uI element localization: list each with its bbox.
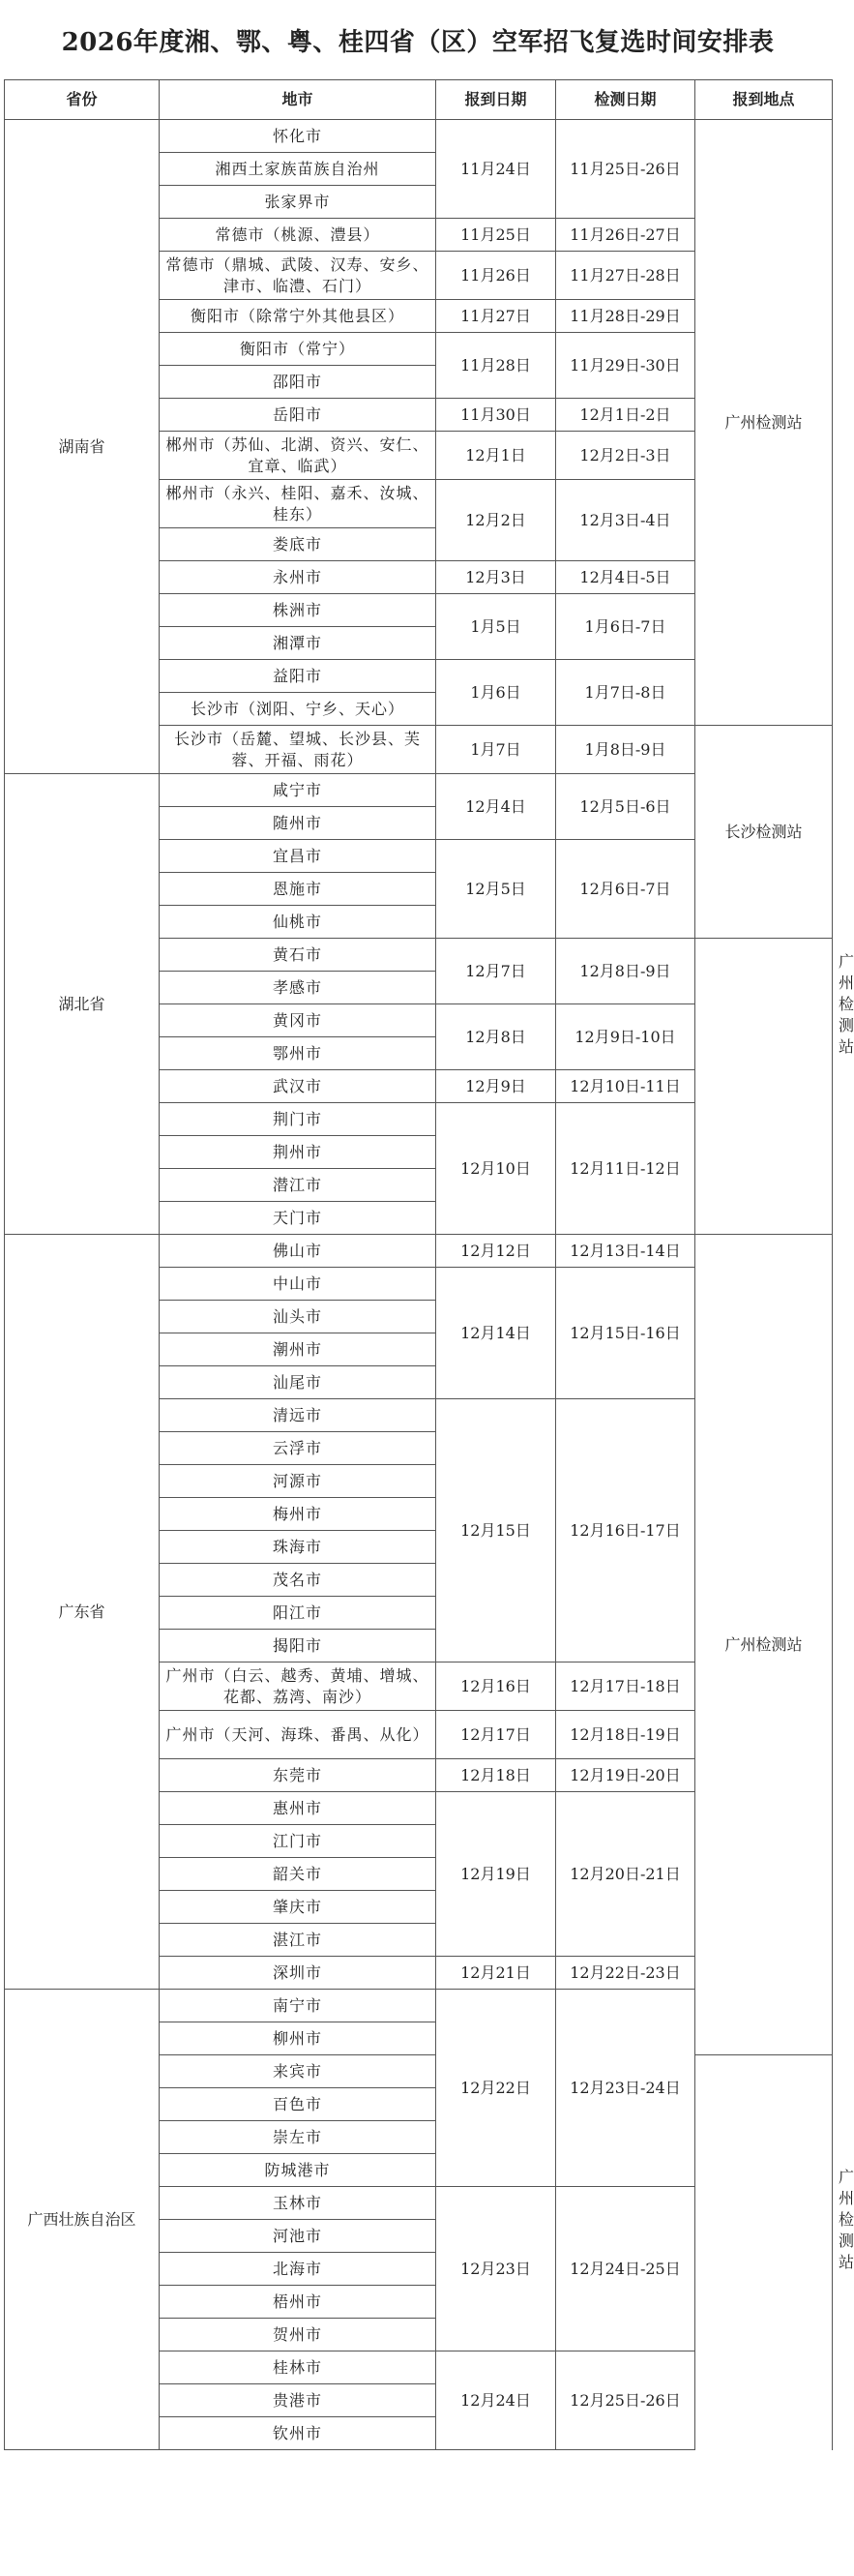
report-date-cell: 1月7日 [436, 726, 556, 774]
report-date-cell: 11月24日 [436, 120, 556, 219]
city-cell: 郴州市（永兴、桂阳、嘉禾、汝城、桂东） [160, 480, 436, 528]
city-cell: 北海市 [160, 2253, 436, 2286]
city-cell: 南宁市 [160, 1990, 436, 2022]
report-date-cell: 12月1日 [436, 432, 556, 480]
table-row [5, 120, 833, 153]
city-cell: 汕尾市 [160, 1366, 436, 1399]
city-cell: 梅州市 [160, 1498, 436, 1531]
report-date-cell: 1月6日 [436, 660, 556, 726]
test-date-cell: 11月28日-29日 [556, 300, 695, 333]
header-row [5, 80, 833, 120]
report-date-cell: 11月28日 [436, 333, 556, 399]
report-date-cell: 1月5日 [436, 594, 556, 660]
report-date-cell: 12月3日 [436, 561, 556, 594]
report-date-cell: 12月9日 [436, 1070, 556, 1103]
test-date-cell: 1月8日-9日 [556, 726, 695, 774]
city-cell: 广州市（白云、越秀、黄埔、增城、花都、荔湾、南沙） [160, 1662, 436, 1711]
report-date-cell: 12月21日 [436, 1957, 556, 1990]
page-title: 2026年度湘、鄂、粤、桂四省（区）空军招飞复选时间安排表 [61, 27, 775, 57]
test-date-cell: 12月22日-23日 [556, 1957, 695, 1990]
schedule-body [5, 120, 854, 2450]
province-cell: 湖南省 [5, 120, 160, 774]
city-cell: 韶关市 [160, 1858, 436, 1891]
header-city: 地市 [160, 80, 436, 120]
city-cell: 邵阳市 [160, 366, 436, 399]
city-cell: 孝感市 [160, 972, 436, 1004]
city-cell: 中山市 [160, 1268, 436, 1301]
test-date-cell: 12月19日-20日 [556, 1759, 695, 1792]
test-date-cell: 12月2日-3日 [556, 432, 695, 480]
city-cell: 衡阳市（常宁） [160, 333, 436, 366]
test-date-cell: 12月15日-16日 [556, 1268, 695, 1399]
report-date-cell: 12月2日 [436, 480, 556, 561]
header-test-date: 检测日期 [556, 80, 695, 120]
report-date-cell: 12月5日 [436, 840, 556, 939]
report-date-cell: 12月10日 [436, 1103, 556, 1235]
city-cell: 武汉市 [160, 1070, 436, 1103]
city-cell: 恩施市 [160, 873, 436, 906]
city-cell: 百色市 [160, 2088, 436, 2121]
city-cell: 防城港市 [160, 2154, 436, 2187]
report-date-cell: 11月26日 [436, 252, 556, 300]
city-cell: 茂名市 [160, 1564, 436, 1597]
city-cell: 天门市 [160, 1202, 436, 1235]
city-cell: 崇左市 [160, 2121, 436, 2154]
city-cell: 清远市 [160, 1399, 436, 1432]
city-cell: 深圳市 [160, 1957, 436, 1990]
city-cell: 郴州市（苏仙、北湖、资兴、安仁、宜章、临武） [160, 432, 436, 480]
province-cell: 广西壮族自治区 [5, 1990, 160, 2450]
city-cell: 汕头市 [160, 1301, 436, 1333]
header-province: 省份 [5, 80, 160, 120]
test-date-cell: 12月5日-6日 [556, 774, 695, 840]
test-date-cell: 12月10日-11日 [556, 1070, 695, 1103]
test-date-cell: 12月4日-5日 [556, 561, 695, 594]
report-date-cell: 12月14日 [436, 1268, 556, 1399]
test-date-cell: 12月25日-26日 [556, 2351, 695, 2450]
test-date-cell: 12月20日-21日 [556, 1792, 695, 1957]
city-cell: 张家界市 [160, 186, 436, 219]
report-date-cell: 12月8日 [436, 1004, 556, 1070]
report-date-cell: 12月4日 [436, 774, 556, 840]
city-cell: 阳江市 [160, 1597, 436, 1630]
report-site-cell: 广州检测站 [695, 120, 833, 726]
city-cell: 柳州市 [160, 2022, 436, 2055]
report-date-cell: 11月27日 [436, 300, 556, 333]
test-date-cell: 11月29日-30日 [556, 333, 695, 399]
city-cell: 咸宁市 [160, 774, 436, 807]
city-cell: 云浮市 [160, 1432, 436, 1465]
city-cell: 梧州市 [160, 2286, 436, 2319]
province-cell: 湖北省 [5, 774, 160, 1235]
province-cell: 广东省 [5, 1235, 160, 1990]
report-date-cell: 11月25日 [436, 219, 556, 252]
report-date-cell: 12月24日 [436, 2351, 556, 2450]
city-cell: 江门市 [160, 1825, 436, 1858]
test-date-cell: 12月3日-4日 [556, 480, 695, 561]
test-date-cell: 11月27日-28日 [556, 252, 695, 300]
test-date-cell: 12月11日-12日 [556, 1103, 695, 1235]
city-cell: 潜江市 [160, 1169, 436, 1202]
test-date-cell: 12月18日-19日 [556, 1711, 695, 1759]
report-date-cell: 12月7日 [436, 939, 556, 1004]
city-cell: 佛山市 [160, 1235, 436, 1268]
report-date-cell: 11月30日 [436, 399, 556, 432]
city-cell: 荆门市 [160, 1103, 436, 1136]
city-cell: 岳阳市 [160, 399, 436, 432]
city-cell: 娄底市 [160, 528, 436, 561]
report-site-cell: 长沙检测站 [695, 726, 833, 939]
schedule-table [4, 79, 854, 2450]
city-cell: 怀化市 [160, 120, 436, 153]
report-site-cell: 广州检测站 [695, 1235, 833, 2055]
city-cell: 衡阳市（除常宁外其他县区） [160, 300, 436, 333]
city-cell: 湘西土家族苗族自治州 [160, 153, 436, 186]
city-cell: 珠海市 [160, 1531, 436, 1564]
city-cell: 湘潭市 [160, 627, 436, 660]
city-cell: 桂林市 [160, 2351, 436, 2384]
test-date-cell: 11月25日-26日 [556, 120, 695, 219]
city-cell: 益阳市 [160, 660, 436, 693]
report-date-cell: 12月19日 [436, 1792, 556, 1957]
table-row: 广西壮族自治区 南宁市 12月22日 12月23日-24日 广州检测站 [5, 1990, 833, 2022]
test-date-cell: 12月13日-14日 [556, 1235, 695, 1268]
test-date-cell: 12月9日-10日 [556, 1004, 695, 1070]
report-date-cell: 12月18日 [436, 1759, 556, 1792]
city-cell: 黄冈市 [160, 1004, 436, 1037]
report-date-cell: 12月23日 [436, 2187, 556, 2351]
city-cell: 长沙市（浏阳、宁乡、天心） [160, 693, 436, 726]
test-date-cell: 1月6日-7日 [556, 594, 695, 660]
test-date-cell: 12月24日-25日 [556, 2187, 695, 2351]
city-cell: 鄂州市 [160, 1037, 436, 1070]
city-cell: 株洲市 [160, 594, 436, 627]
city-cell: 贵港市 [160, 2384, 436, 2417]
city-cell: 贺州市 [160, 2319, 436, 2351]
report-date-cell: 12月12日 [436, 1235, 556, 1268]
city-cell: 湛江市 [160, 1924, 436, 1957]
city-cell: 揭阳市 [160, 1630, 436, 1662]
city-cell: 常德市（鼎城、武陵、汉寿、安乡、津市、临澧、石门） [160, 252, 436, 300]
city-cell: 仙桃市 [160, 906, 436, 939]
report-date-cell: 12月15日 [436, 1399, 556, 1662]
report-date-cell: 12月17日 [436, 1711, 556, 1759]
test-date-cell: 12月6日-7日 [556, 840, 695, 939]
test-date-cell: 12月23日-24日 [556, 1990, 695, 2187]
test-date-cell: 12月16日-17日 [556, 1399, 695, 1662]
table-row [5, 1235, 833, 1268]
city-cell: 钦州市 [160, 2417, 436, 2450]
city-cell: 广州市（天河、海珠、番禺、从化） [160, 1711, 436, 1759]
city-cell: 宜昌市 [160, 840, 436, 873]
city-cell: 永州市 [160, 561, 436, 594]
city-cell: 荆州市 [160, 1136, 436, 1169]
test-date-cell: 1月7日-8日 [556, 660, 695, 726]
test-date-cell: 11月26日-27日 [556, 219, 695, 252]
city-cell: 东莞市 [160, 1759, 436, 1792]
city-cell: 肇庆市 [160, 1891, 436, 1924]
city-cell: 黄石市 [160, 939, 436, 972]
city-cell: 河池市 [160, 2220, 436, 2253]
header-report-site: 报到地点 [695, 80, 833, 120]
city-cell: 惠州市 [160, 1792, 436, 1825]
report-date-cell: 12月16日 [436, 1662, 556, 1711]
city-cell: 玉林市 [160, 2187, 436, 2220]
test-date-cell: 12月17日-18日 [556, 1662, 695, 1711]
test-date-cell: 12月8日-9日 [556, 939, 695, 1004]
city-cell: 来宾市 [160, 2055, 436, 2088]
table-row: 湖北省 咸宁市 12月4日 12月5日-6日 广州检测站 [5, 774, 833, 807]
city-cell: 河源市 [160, 1465, 436, 1498]
header-report-date: 报到日期 [436, 80, 556, 120]
report-date-cell: 12月22日 [436, 1990, 556, 2187]
test-date-cell: 12月1日-2日 [556, 399, 695, 432]
city-cell: 长沙市（岳麓、望城、长沙县、芙蓉、开福、雨花） [160, 726, 436, 774]
city-cell: 常德市（桃源、澧县） [160, 219, 436, 252]
city-cell: 潮州市 [160, 1333, 436, 1366]
city-cell: 随州市 [160, 807, 436, 840]
